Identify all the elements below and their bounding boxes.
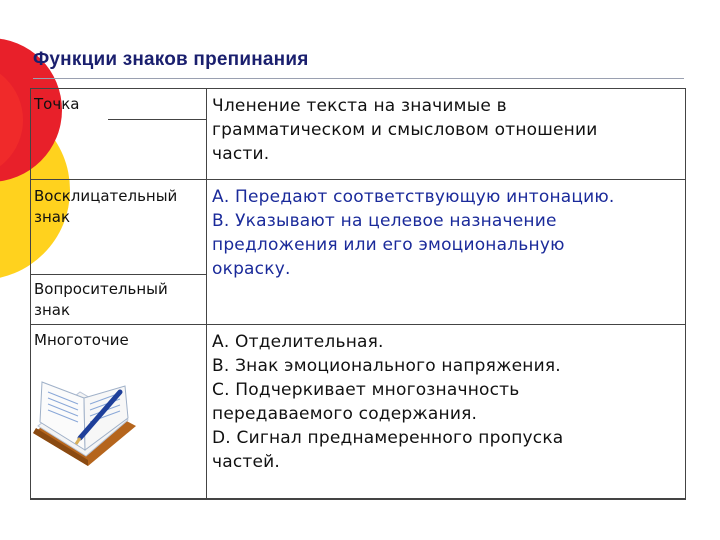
term-ellipsis: Многоточие <box>34 331 129 349</box>
book-icon <box>28 378 138 468</box>
description-tochka: Членение текста на значимые в грамматическом и смысловом отношении части. <box>212 96 598 164</box>
description-ellipsis: А. Отделительная. В. Знак эмоционального напряжения. С. Подчеркивает многозначность передаваемого содержания. D. Сигнал преднамеренного пропуска частей. <box>212 332 564 472</box>
term-tochka: Точка <box>34 95 80 113</box>
page-title: Функции знаков препинания <box>33 49 309 70</box>
term-question: Вопросительный знак <box>34 280 168 319</box>
description-exclamation-question: А. Передают соответствующую интонацию. В. Указывают на целевое назначение предложения или его эмоциональную окраску. <box>212 187 615 279</box>
term-exclamation: Восклицательный знак <box>34 187 178 226</box>
title-divider <box>33 78 684 79</box>
